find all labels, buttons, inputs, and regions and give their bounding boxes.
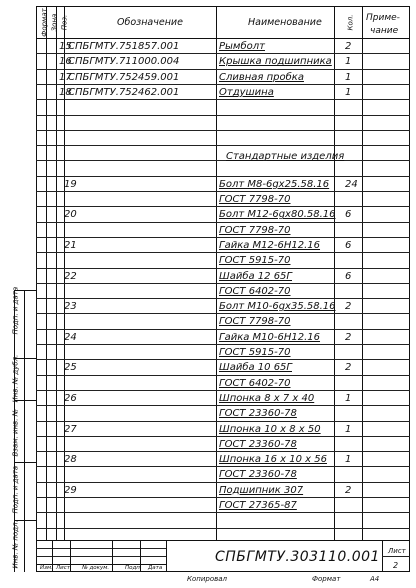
grid-hline — [36, 53, 410, 54]
row-name: Крышка подшипника — [219, 56, 332, 68]
grid-vline — [166, 540, 167, 572]
item-pos: 23 — [64, 301, 77, 313]
grid-hline — [36, 237, 410, 238]
tb-col-izm: Изм. — [40, 565, 53, 571]
grid-hline — [36, 405, 410, 406]
row-designation: СПБГМТУ.711000.004 — [68, 56, 180, 68]
row-designation: СПБГМТУ.751857.001 — [68, 41, 180, 52]
tb-col-sign: Подп. — [125, 565, 142, 571]
grid-hline — [36, 390, 410, 391]
grid-hline — [36, 191, 410, 192]
grid-hline — [36, 482, 410, 483]
grid-vline — [112, 540, 113, 572]
item-name-line1: Болт М12-6gх80.58.16 — [219, 209, 336, 221]
item-qty: 6 — [345, 239, 352, 251]
side-stamp-4: Подп. и дата — [11, 465, 20, 514]
item-name-line2: ГОСТ 23360-78 — [219, 438, 297, 450]
item-name-line1: Гайка М12-6Н12.16 — [219, 239, 321, 251]
grid-vline — [56, 6, 57, 540]
grid-vline — [24, 290, 25, 572]
item-pos: 25 — [64, 362, 77, 374]
grid-hline — [36, 206, 410, 207]
grid-hline — [36, 329, 410, 330]
grid-hline — [36, 451, 410, 452]
row-qty: 1 — [345, 86, 352, 98]
grid-hline — [36, 548, 166, 549]
item-name-line1: Болт М10-6gх35.58.16 — [219, 301, 336, 313]
tb-col-doc: № докум. — [82, 565, 110, 571]
item-name-line2: ГОСТ 7798-70 — [219, 224, 291, 236]
footer-copied: Копировал — [187, 575, 227, 583]
item-name-line1: Шайба 12 65Г — [219, 270, 292, 282]
item-name-line1: Шпонка 10 х 8 х 50 — [219, 423, 321, 435]
grid-hline — [36, 176, 410, 177]
header-designation: Обозначение — [117, 17, 183, 28]
item-qty: 6 — [345, 270, 352, 282]
grid-hline — [36, 298, 410, 299]
item-qty: 2 — [345, 301, 352, 313]
tb-col-date: Дата — [148, 565, 163, 571]
row-pos: 16 — [59, 56, 72, 68]
document-number: СПБГМТУ.303110.001 — [215, 549, 380, 565]
grid-hline — [36, 160, 410, 161]
grid-hline — [36, 252, 410, 253]
grid-hline — [36, 528, 410, 529]
item-qty: 1 — [345, 392, 352, 404]
grid-hline — [36, 69, 410, 70]
item-name-line1: Гайка М10-6Н12.16 — [219, 331, 321, 343]
tb-col-list: Лист — [56, 565, 70, 571]
row-name: Сливная пробка — [219, 71, 304, 83]
item-qty: 1 — [345, 423, 352, 435]
item-name-line2: ГОСТ 6402-70 — [219, 285, 291, 297]
grid-vline — [334, 6, 335, 540]
row-name: Рымболт — [219, 41, 265, 52]
item-name-line2: ГОСТ 27365-87 — [219, 500, 297, 511]
header-pos: Поз. — [60, 14, 69, 31]
row-pos: 18 — [59, 86, 72, 98]
row-name: Отдушина — [219, 86, 274, 98]
item-pos: 27 — [64, 423, 77, 435]
grid-hline — [36, 283, 410, 284]
grid-hline — [36, 84, 410, 85]
item-qty: 2 — [345, 484, 352, 496]
row-qty: 2 — [345, 41, 352, 52]
item-qty: 1 — [345, 454, 352, 466]
grid-hline — [36, 130, 410, 131]
sheet-number: 2 — [393, 561, 399, 570]
grid-hline — [382, 556, 410, 557]
grid-hline — [36, 268, 410, 269]
item-pos: 22 — [64, 270, 77, 282]
grid-hline — [36, 540, 410, 541]
item-name-line2: ГОСТ 7798-70 — [219, 194, 291, 205]
item-qty: 6 — [345, 209, 352, 221]
grid-hline — [36, 222, 410, 223]
item-name-line2: ГОСТ 6402-70 — [219, 377, 291, 389]
item-pos: 29 — [64, 484, 77, 496]
header-note-line1: Приме- — [366, 13, 400, 23]
grid-hline — [36, 115, 410, 116]
row-pos: 17 — [59, 71, 72, 83]
row-pos: 15 — [59, 41, 72, 52]
item-name-line2: ГОСТ 5915-70 — [219, 255, 291, 267]
item-name-line2: ГОСТ 7798-70 — [219, 316, 291, 328]
grid-vline — [70, 540, 71, 572]
section-title: Стандартные изделия — [226, 151, 345, 162]
grid-hline — [14, 462, 36, 463]
item-name-line1: Подшипник 307 — [219, 484, 304, 496]
header-name: Наименование — [248, 17, 322, 28]
side-stamp-1: Подп. и дата — [11, 286, 20, 335]
grid-hline — [36, 145, 410, 146]
grid-hline — [36, 344, 410, 345]
row-qty: 1 — [345, 56, 352, 68]
header-note-line2: чание — [370, 26, 399, 36]
grid-hline — [36, 375, 410, 376]
item-name-line1: Шпонка 16 х 10 х 56 — [219, 454, 327, 466]
grid-hline — [36, 466, 410, 467]
item-pos: 19 — [64, 178, 77, 190]
item-pos: 28 — [64, 454, 77, 466]
item-name-line1: Шайба 10 65Г — [219, 362, 292, 374]
item-name-line1: Шпонка 8 х 7 х 40 — [219, 392, 315, 404]
grid-hline — [36, 313, 410, 314]
grid-vline — [46, 6, 47, 540]
grid-hline — [36, 421, 410, 422]
item-qty: 2 — [345, 331, 352, 343]
row-designation: СПБГМТУ.752459.001 — [68, 71, 180, 83]
grid-hline — [36, 556, 166, 557]
item-qty: 2 — [345, 362, 352, 374]
side-stamp-2: Инв. № дубл. — [11, 354, 20, 403]
grid-hline — [36, 497, 410, 498]
side-stamp-5: Инв. № подл. — [11, 520, 20, 569]
grid-hline — [36, 436, 410, 437]
grid-hline — [36, 512, 410, 513]
item-pos: 20 — [64, 209, 77, 221]
side-stamp-3: Взам. инв. № — [11, 408, 20, 457]
item-pos: 26 — [64, 392, 77, 404]
item-name-line2: ГОСТ 23360-78 — [219, 469, 297, 481]
item-pos: 21 — [64, 239, 77, 251]
header-qty: Кол. — [346, 14, 355, 31]
grid-hline — [36, 38, 410, 39]
grid-hline — [36, 359, 410, 360]
item-pos: 24 — [64, 331, 77, 343]
row-qty: 1 — [345, 71, 352, 83]
header-zone: Зона — [50, 13, 59, 32]
grid-hline — [36, 99, 410, 100]
footer-format-value: А4 — [370, 575, 380, 583]
item-qty: 24 — [345, 178, 358, 190]
sheet-label: Лист — [388, 547, 406, 555]
grid-vline — [216, 6, 217, 540]
header-format: Формат — [40, 8, 49, 37]
item-name-line1: Болт М8-6gх25.58.16 — [219, 178, 330, 190]
item-name-line2: ГОСТ 5915-70 — [219, 347, 291, 358]
grid-vline — [362, 6, 363, 540]
item-name-line2: ГОСТ 23360-78 — [219, 408, 297, 420]
footer-format-label: Формат — [312, 575, 341, 583]
row-designation: СПБГМТУ.752462.001 — [68, 86, 180, 98]
